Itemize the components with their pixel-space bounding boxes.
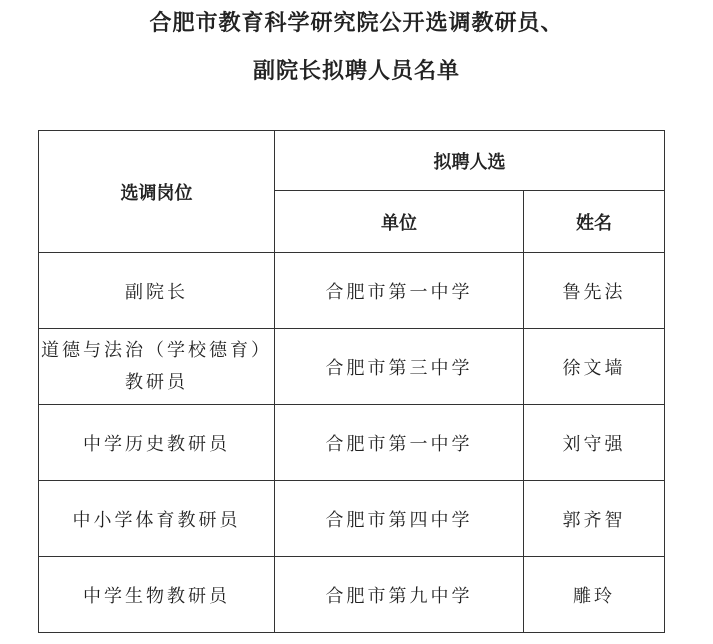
candidate-table	[38, 130, 665, 633]
table-row	[39, 253, 665, 329]
row-unit: 合肥市第九中学	[275, 557, 524, 633]
header-unit: 单位	[275, 191, 524, 253]
row-position-line-2: 教研员	[125, 371, 188, 393]
row-position: 中学生物教研员	[39, 557, 275, 633]
row-position	[39, 329, 275, 405]
header-position: 选调岗位	[39, 131, 275, 253]
table-row	[39, 481, 665, 557]
table-row	[39, 329, 665, 405]
document-title-line-1: 合肥市教育科学研究院公开选调教研员、	[149, 11, 564, 36]
row-position: 中小学体育教研员	[39, 481, 275, 557]
table-row	[39, 405, 665, 481]
document-title-line-2: 副院长拟聘人员名单	[252, 59, 460, 84]
row-unit: 合肥市第四中学	[275, 481, 524, 557]
row-name: 刘守强	[524, 405, 665, 481]
header-name: 姓名	[524, 191, 665, 253]
table-row	[39, 557, 665, 633]
row-name: 徐文墙	[524, 329, 665, 405]
row-position: 副院长	[39, 253, 275, 329]
row-unit: 合肥市第一中学	[275, 253, 524, 329]
header-candidate-group: 拟聘人选	[275, 131, 665, 191]
row-name: 郭齐智	[524, 481, 665, 557]
row-unit: 合肥市第三中学	[275, 329, 524, 405]
row-unit: 合肥市第一中学	[275, 405, 524, 481]
row-name: 雕玲	[524, 557, 665, 633]
row-position-line-1: 道德与法治（学校德育）	[41, 339, 272, 361]
row-name: 鲁先法	[524, 253, 665, 329]
row-position: 中学历史教研员	[39, 405, 275, 481]
